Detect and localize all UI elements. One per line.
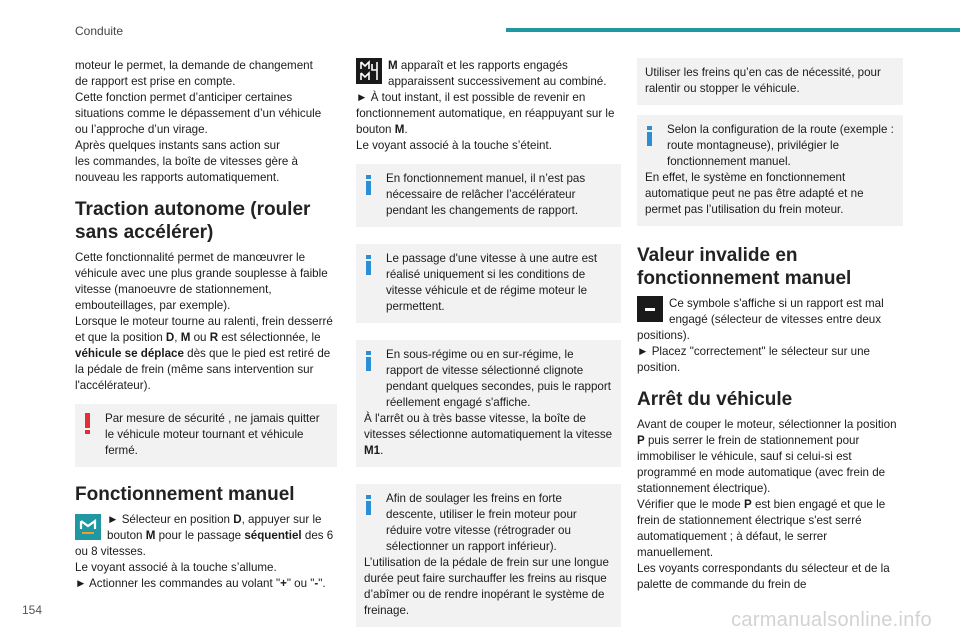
manual-text: " ou " [286,577,315,590]
m-button-teal-icon [75,514,101,540]
manual-mode-block [75,512,337,592]
gear-m: M [388,59,398,72]
traction-text: Lorsque le moteur tourne au ralenti, frein desserré et que la position [75,315,333,344]
plus-symbol: + [280,577,287,590]
info-note-4 [356,484,621,627]
manual-step-2: Le voyant associé à la touche s’allume. [75,561,277,574]
return-auto-paragraph [356,90,621,138]
info-icon [366,351,371,371]
gear-m: M [394,123,405,136]
return-auto-text: ► À tout instant, il est possible de revenir en fonctionnement automatique, en réappuyant sur le bouton [356,91,615,136]
manual-text: pour le passage [155,529,245,542]
info-note-1 [356,164,621,227]
info-note-2-text: Le passage d'une vitesse à une autre est réalisé uniquement si les conditions de vitesse véhicule et de régime moteur le permettent. [386,252,598,313]
info-note-1-text: En fonctionnement manuel, il n’est pas nécessaire de relâcher l’accélérateur pendant les changements de rapport. [386,172,586,217]
note3-text: À l'arrêt ou à très basse vitesse, la boîte de vitesses sélectionne automatiquement la vitesse [364,412,613,441]
traction-text: est sélectionnée, le [218,331,321,344]
header-accent-bar [506,28,960,32]
brake-note [637,58,903,105]
m-display-paragraph [356,58,621,90]
intro-line: de rapport est prise en compte. [75,75,236,88]
stop-text: Vérifier que le mode [637,498,744,511]
info-note-2 [356,244,621,323]
manual-step-1 [75,512,337,560]
stop-text: est bien engagé et que le frein de stationnement électrique s'est serré automatiquement ; à défaut, le serrer manuellement. [637,498,886,559]
minus-symbol: - [314,577,319,590]
m-display-text: apparaît et les rapports engagés apparaissent successivement au combiné. [388,59,607,88]
traction-text: dès que le pied est retiré de la pédale de frein (même sans intervention sur l'accélérateur). [75,347,331,392]
info-icon [366,255,371,275]
invalid-paragraph-1: Ce symbole s'affiche si un rapport est mal engagé (sélecteur de vitesses entre deux positions). [637,297,884,342]
traction-paragraph-2 [75,314,337,394]
gear-r: R [209,331,219,344]
column-1 [75,58,337,592]
watermark: carmanualsonline.info [731,609,932,631]
manual-text: , appuyer sur le bouton [107,513,322,542]
invalid-paragraph-2: ► Placez "correctement" le sélecteur sur une position. [637,345,871,374]
light-off-paragraph: Le voyant associé à la touche s’éteint. [356,139,552,152]
gear-m: M [145,529,156,542]
stop-paragraph-3: Les voyants correspondants du sélecteur et de la palette de commande du frein de [637,562,890,591]
info-icon [366,175,371,195]
heading-fonctionnement-manuel: Fonctionnement manuel [75,484,295,505]
intro-line: Cette fonction permet d’anticiper certaines [75,91,293,104]
gear-p: P [743,498,752,511]
heading-traction-autonome: Traction autonome (rouler sans accélérer) [75,199,311,243]
info-note-5 [637,115,903,226]
warning-note [75,404,337,467]
intro-paragraph [75,58,337,186]
intro-line: les commandes, la boîte de vitesses gère à [75,155,298,168]
gear-d: D [233,513,242,526]
warning-note-text: Par mesure de sécurité , ne jamais quitter le véhicule moteur tournant et véhicule fermé. [105,412,320,457]
traction-paragraph-1: Cette fonctionnalité permet de manœuvrer le véhicule avec une plus grande souplesse à faible vitesse (manoeuvre de stationnement, embouteillages, par exemple). [75,251,328,312]
info-icon [366,495,371,515]
stop-paragraph-2 [637,497,903,561]
warning-exclamation-icon [85,413,90,435]
intro-line: ou l’approche d’un virage. [75,123,208,136]
stop-paragraph-1 [637,417,903,497]
column-2 [356,58,621,627]
intro-line: Après quelques instants sans action sur [75,139,280,152]
traction-text: , [174,331,181,344]
manual-text: ". [318,577,326,590]
info-note-3 [356,340,621,467]
return-auto-text: . [404,123,408,136]
gear-m1: M1 [364,444,381,457]
heading-valeur-invalide: Valeur invalide en fonctionnement manuel [637,245,852,289]
stop-text: puis serrer le frein de stationnement pour immobiliser le véhicule, sauf si celui-si est programmé en mode automatique (avec frein de stationnement électrique). [637,434,886,495]
gear-p: P [637,434,645,447]
dash-symbol-icon [637,296,663,322]
info-icon [647,126,652,146]
manual-step-3 [75,576,337,592]
intro-line: moteur le permet, la demande de changement [75,59,313,72]
intro-line: situations comme le dépassement d’un véhicule [75,107,322,120]
m-display-block [356,58,621,154]
gear-m: M [180,331,191,344]
info-note-3-text-a: En sous-régime ou en sur-régime, le rapport de vitesse sélectionné clignote pendant quelques secondes, puis le rapport réellement engagé s'affiche. [386,348,611,409]
cluster-m-gear-icon [356,58,382,84]
info-note-5-text-a: Selon la configuration de la route (exemple : route montagneuse), privilégier le fonctionnement manuel. [667,123,894,168]
info-note-5-text-b: En effet, le système en fonctionnement automatique peut ne pas être adapté et ne permet pas l’utilisation du frein moteur. [645,171,864,216]
gear-d: D [165,331,175,344]
section-title: Conduite [75,24,124,38]
column-3 [637,58,903,593]
info-note-4-text-a: Afin de soulager les freins en forte descente, utiliser le frein moteur pour réduire votre vitesse (rétrograder ou sélectionner un rapport inférieur). [386,492,577,553]
sequential-bold: séquentiel [244,529,302,542]
invalid-value-block [637,296,903,376]
manual-text: ► Actionner les commandes au volant " [75,577,281,590]
traction-bold: véhicule se déplace [75,347,184,360]
page-number: 154 [22,603,43,617]
info-note-3-text-b [364,411,613,459]
intro-line: nouveau les rapports automatiquement. [75,171,280,184]
heading-arret-vehicule: Arrêt du véhicule [637,389,793,410]
manual-text: des 6 ou 8 vitesses. [75,529,334,558]
note3-text: . [380,444,384,457]
info-note-4-text-b: L’utilisation de la pédale de frein sur une longue durée peut faire surchauffer les freins au risque d’abîmer ou de rendre inopérant le système de freinage. [364,556,609,617]
traction-text: ou [190,331,210,344]
brake-note-text: Utiliser les freins qu’en cas de nécessité, pour ralentir ou stopper le véhicule. [645,66,881,95]
manual-text: ► Sélecteur en position [107,513,234,526]
stop-text: Avant de couper le moteur, sélectionner la position [637,418,897,431]
